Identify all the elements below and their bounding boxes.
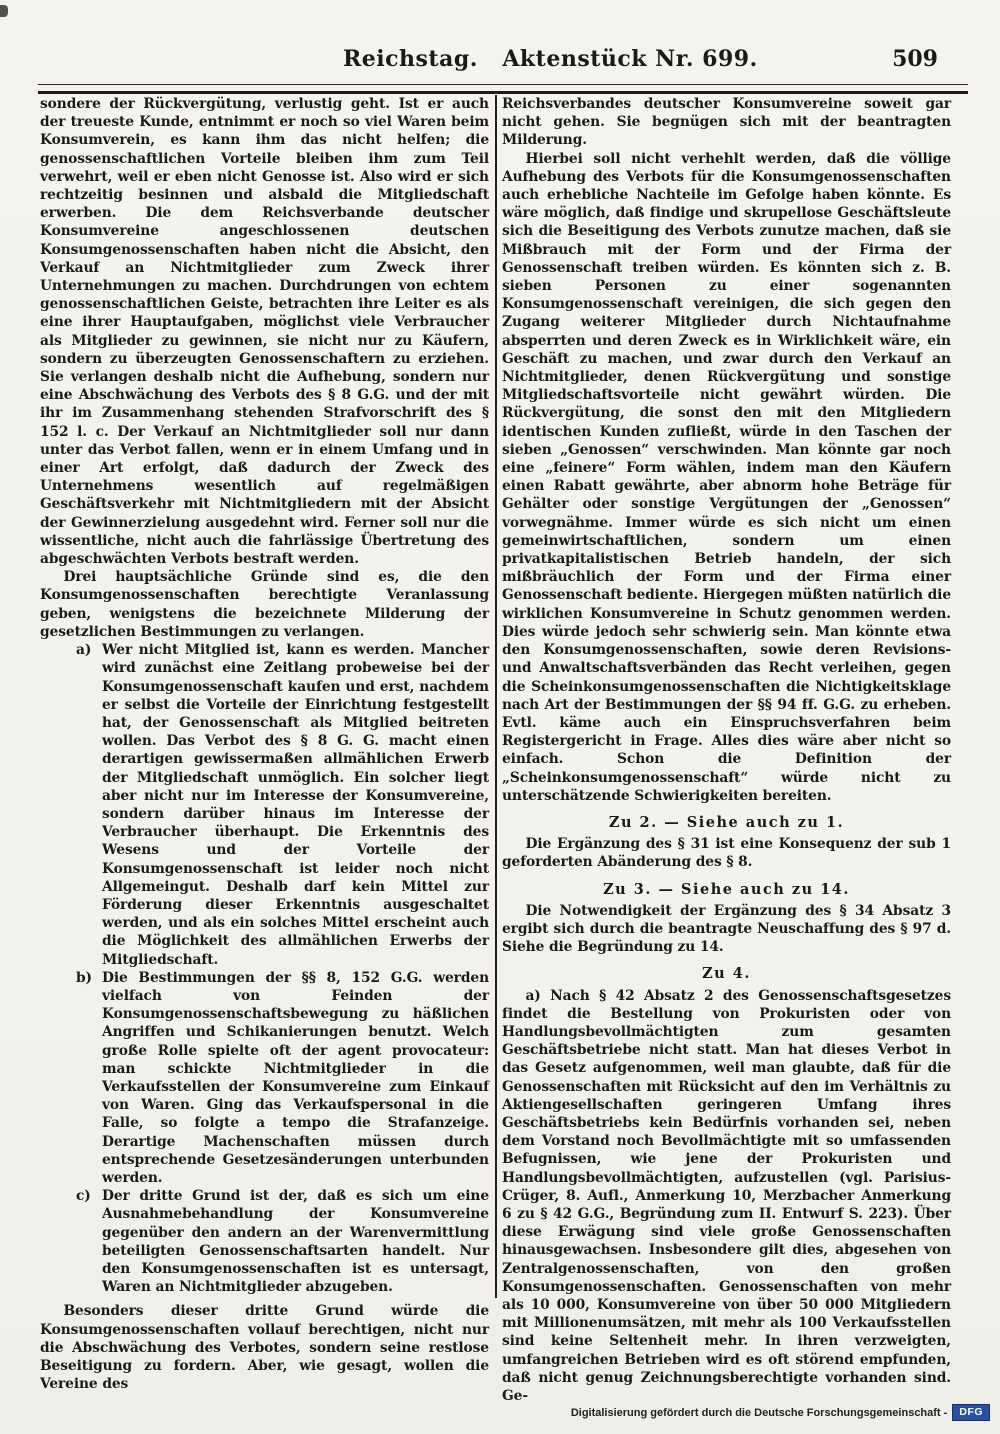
paragraph: Hierbei soll nicht verhehlt werden, daß die völlige Aufhebung des Verbots für die Konsumgenossenschaften auch erhebliche Nachteile im Gefolge haben könnte. Es wäre möglich, daß findige und skrupellose Geschäftsleute sich die Beseitigung des Verbots zunutze machen, daß sie Mißbrauch mit der Form und der Firma der Genossenschaft treiben würden. Es könnten sich z. B. sieben Personen zu einer sogenannten Konsumgenossenschaft vereinigen, die sich gegen den Zugang weiterer Mitglieder durch Nichtaufnahme absperrten und deren Zweck es in Wirklichkeit wäre, ein Geschäft zu machen, und zwar durch den Verkauf an Nichtmitglieder, denen Rückvergütung und sonstige Mitgliedschaftsvorteile nicht gewährt würden. Die Rückvergütung, die sonst den mit den Mitgliedern identischen Kunden zufließt, würde in den Taschen der sieben „Genossen“ verschwinden. Man könnte gar noch eine „feinere“ Form wählen, indem man den Käufern einen Rabatt gewährte, aber abnorm hohe Beträge für Gehälter oder sonstige Vergütungen der „Genossen“ vorwegnähme. Immer würde es sich nicht um einen gemeinwirtschaftlichen, sondern um einen privatkapitalistischen Betrieb handeln, der sich mißbräuchlich der Form und der Firma einer Genossenschaft bediente. Hiergegen müßten natürlich die wirklichen Konsumvereine in Schutz genommen werden. Dies würde jedoch sehr schwierig sein. Man könnte etwa den Konsumgenossenschaften, sowie deren Revisions- und Anwaltschaftsverbänden das Recht verleihen, gegen die Scheinkonsumgenossenschaften die Nichtigkeitsklage nach Art der Bestimmungen der §§ 94 ff. G.G. zu erheben. Evtl. käme auch ein Einspruchsverfahren beim Registergericht in Frage. Alles dies wäre aber nicht so einfach. Schon die Definition der „Scheinkonsumgenossenschaft“ würde nicht zu unterschätzende Schwierigkeiten bereiten.: [502, 150, 951, 804]
section-heading-zu-4: Zu 4.: [702, 965, 751, 983]
right-column: [502, 95, 951, 1405]
scan-artifact: [0, 5, 8, 17]
list-item-c: [40, 1187, 489, 1296]
list-item-text: Wer nicht Mitglied ist, kann es werden. Mancher wird zunächst eine Zeitlang probeweise bei der Konsumgenossenschaft kaufen und erst, nachdem er selbst die Vorteile der Einrichtung festgestellt hat, der Genossenschaft als Mitglied beitreten wollen. Das Verbot des § 8 G. G. macht einen derartigen gewissermaßen allmählichen Erwerb der Mitgliedschaft unmöglich. Ein solcher liegt aber nicht nur im Interesse der Konsumvereine, sondern darüber hinaus im Interesse der Verbraucher überhaupt. Die Erkenntnis des Wesens und der Vorteile der Konsumgenossenschaft ist leider noch nicht Allgemeingut. Deshalb darf kein Mittel zur Förderung dieser Erkenntnis ausgeschaltet werden, und als ein solches Mittel erscheint auch die Möglichkeit des allmählichen Erwerbs der Mitgliedschaft.: [102, 642, 489, 968]
list-item-text: Der dritte Grund ist der, daß es sich um eine Ausnahmebehandlung der Konsumvereine gegenüber den andern an der Warenvermittlung beteiligten Genossenschaftsarten handelt. Nur den Konsumgenossenschaften ist es untersagt, Waren an Nichtmitglieder abzugeben.: [102, 1188, 489, 1296]
paragraph: Die Notwendigkeit der Ergänzung des § 34 Absatz 3 ergibt sich durch die beantragte Neuschaffung des § 97 d. Siehe die Begründung zu 14.: [502, 902, 951, 956]
header-rule: [38, 84, 968, 94]
credit-text: Digitalisierung gefördert durch die Deutsche Forschungsgemeinschaft -: [570, 1406, 948, 1419]
page-number: 509: [892, 46, 938, 72]
digitization-credit: [571, 1404, 990, 1421]
section-heading-zu-3: Zu 3. — Siehe auch zu 14.: [603, 880, 850, 898]
left-column: [40, 95, 489, 1393]
section-heading-zu-2: Zu 2. — Siehe auch zu 1.: [608, 813, 845, 831]
paragraph: sondere der Rückvergütung, verlustig geht. Ist er auch der treueste Kunde, entnimmt er noch so viel Waren beim Konsumverein, es kann ihm das nicht helfen; die genossenschaftlichen Vorteile bleiben ihm zum Teil verwehrt, weil er eben nicht Genosse ist. Also wird er sich rechtzeitig besinnen und alsbald die Mitgliedschaft erwerben. Die dem Reichsverbande deutscher Konsumvereine angeschlossenen deutschen Konsumgenossenschaften haben nicht die Absicht, den Verkauf an Nichtmitglieder zum Zweck ihrer Unternehmungen zu machen. Durchdrungen von echtem genossenschaftlichen Geiste, betrachten ihre Leiter es als eine ihrer Hauptaufgaben, möglichst viele Verbraucher als Mitglieder zu gewinnen, sie nicht nur zu Käufern, sondern zu überzeugten Genossenschaftern zu erziehen. Sie verlangen deshalb nicht die Aufhebung, sondern nur eine Abschwächung des Verbots des § 8 G.G. und der mit ihr im Zusammenhang stehenden Strafvorschrift des § 152 l. c. Der Verkauf an Nichtmitglieder soll nur dann unter das Verbot fallen, wenn er in einem Umfang und in einer Art erfolgt, daß dadurch der Zweck des Unternehmens wesentlich auf regelmäßigen Geschäftsverkehr mit Nichtmitgliedern mit der Absicht der Gewinnerzielung ausgedehnt wird. Ferner soll nur die wissentliche, nicht auch die fahrlässige Übertretung des abgeschwächten Verbots bestraft werden.: [40, 96, 489, 568]
paragraph: Die Ergänzung des § 31 ist eine Konsequenz der sub 1 geforderten Abänderung des § 8.: [502, 836, 951, 871]
page-header: [38, 46, 966, 80]
list-marker: b): [76, 969, 92, 986]
paragraph: a) Nach § 42 Absatz 2 des Genossenschaftsgesetzes findet die Bestellung von Prokuristen oder von Handlungsbevollmächtigten zum gesamten Geschäftsbetriebe nicht statt. Man hat dieses Verbot in das Gesetz aufgenommen, weil man glaubte, daß für die Genossenschaften mit Rücksicht auf den im Verhältnis zu Aktiengesellschaften geringeren Umfang ihres Geschäftsbetriebs kein Bedürfnis vorhanden sei, neben dem Vorstand noch Bevollmächtigte mit so umfassenden Befugnissen, wie jene der Prokuristen und Handlungsbevollmächtigten, aufzustellen (vgl. Parisius-Crüger, 8. Aufl., Anmerkung 10, Merzbacher Anmerkung 6 zu § 42 G.G., Begründung zum II. Entwurf S. 223). Über diese Erwägung sind viele große Genossenschaften hinausgewachsen. Insbesondere gilt dies, abgesehen von Zentralgenossenschaften, von den großen Konsumgenossenschaften. Genossenschaften von mehr als 10 000, Konsumvereine von über 50 000 Mitgliedern mit Millionenumsätzen, mit mehr als 100 Verkaufsstellen sind keine Seltenheit mehr. In ihren verzweigten, umfangreichen Betrieben wird es oft störend empfunden, daß nicht genug Zeichnungsberechtigte vorhanden sind. Ge-: [502, 987, 951, 1405]
list-item-text: Die Bestimmungen der §§ 8, 152 G.G. werden vielfach von Feinden der Konsumgenossenschaftsbewegung zu häßlichen Angriffen und Schikanierungen benutzt. Welch große Rolle spielte oft der agent provocateur: man schickte Nichtmitglieder in die Verkaufsstellen der Konsumvereine zum Einkauf von Waren. Ging das Verkaufspersonal in die Falle, so folgte a tempo die Strafanzeige. Derartige Machenschaften müssen durch entsprechende Gesetzesänderungen unterbunden werden.: [102, 969, 489, 1186]
paragraph: Reichsverbandes deutscher Konsumvereine soweit gar nicht gehen. Sie begnügen sich mit der beantragten Milderung.: [502, 96, 951, 149]
list-item-a: [40, 641, 489, 969]
list-marker: c): [76, 1188, 91, 1205]
dfg-logo: DFG: [952, 1404, 990, 1421]
list-item-b: [40, 969, 489, 1187]
paragraph: Besonders dieser dritte Grund würde die Konsumgenossenschaften vollauf berechtigen, nicht nur die Abschwächung des Verbotes, sondern seine restlose Beseitigung zu fordern. Aber, wie gesagt, wollen die Vereine des: [40, 1303, 489, 1393]
text-columns: [40, 95, 968, 1405]
list-marker: a): [76, 642, 92, 659]
column-divider-rule: [495, 95, 497, 1298]
paragraph: Drei hauptsächliche Gründe sind es, die den Konsumgenossenschaften berechtigte Veranlassung geben, wenigstens die bezeichnete Milderung der gesetzlichen Bestimmungen zu verlangen.: [40, 569, 489, 640]
page-header-title: Reichstag. Aktenstück Nr. 699.: [343, 46, 758, 72]
